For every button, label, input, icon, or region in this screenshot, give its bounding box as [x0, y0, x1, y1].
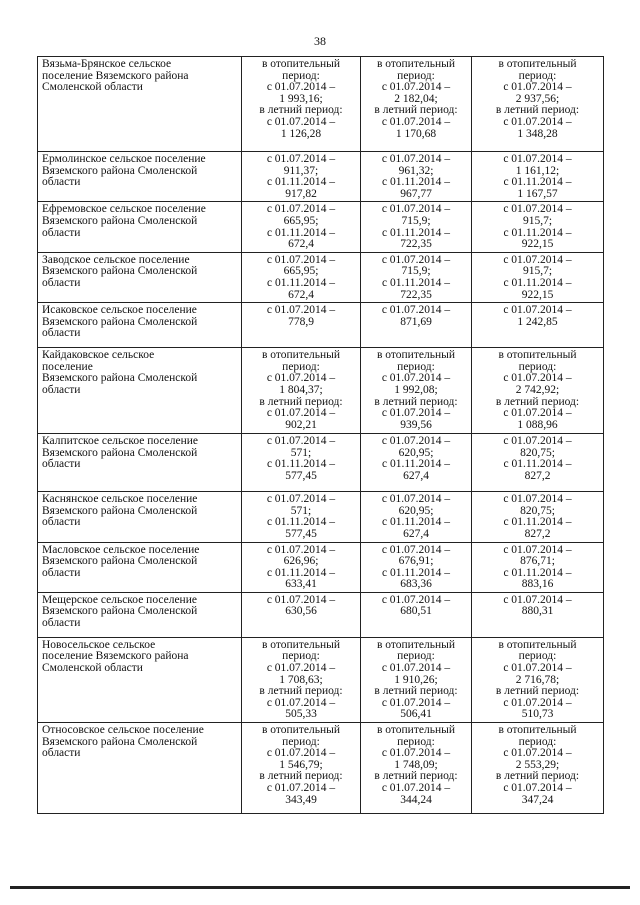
tariff-line: в отопительный — [262, 724, 340, 737]
settlement-name-line: Вяземского района Смоленской — [42, 265, 198, 278]
tariff-line: в отопительный — [377, 638, 455, 651]
tariff-line: 1 910,26; — [394, 673, 438, 686]
tariff-line: 627,4 — [403, 469, 429, 482]
tariff-line: с 01.07.2014 – — [266, 593, 336, 606]
tariff-line: 902,21 — [285, 418, 317, 431]
tariff-cell — [242, 492, 361, 542]
tariff-line: 876,71; — [520, 555, 555, 568]
tariff-line: в отопительный — [498, 638, 577, 651]
settlement-name-line: Вяземского района Смоленской — [42, 555, 198, 568]
tariff-line: период: — [397, 735, 435, 748]
tariff-line: 577,45 — [285, 469, 317, 482]
tariff-cell — [242, 434, 361, 492]
settlement-name-cell — [38, 542, 242, 592]
tariff-line: 722,35 — [400, 238, 432, 251]
table-row — [38, 637, 604, 722]
tariff-line: с 01.07.2014 – — [381, 304, 451, 317]
tariff-line: 1 546,79; — [279, 758, 323, 771]
tariff-line: с 01.11.2014 – — [382, 226, 450, 239]
tariff-line: 722,35 — [400, 288, 432, 301]
tariff-cell — [472, 303, 604, 348]
tariff-line: с 01.07.2014 – — [381, 153, 451, 165]
tariff-line: 627,4 — [403, 527, 429, 540]
tariff-line: с 01.07.2014 – — [266, 203, 336, 216]
tariff-cell — [472, 202, 604, 252]
settlement-name-cell — [38, 492, 242, 542]
tariff-line: 1 992,08; — [394, 383, 438, 396]
settlement-name-cell — [38, 637, 242, 722]
tariff-line: с 01.07.2014 – — [503, 747, 572, 760]
tariff-line: 1 708,63; — [279, 673, 323, 686]
tariff-line: 665,95; — [283, 214, 319, 227]
tariff-line: с 01.11.2014 – — [267, 566, 335, 579]
tariff-line: с 01.11.2014 – — [267, 458, 335, 471]
table-row — [38, 434, 604, 492]
settlement-name-line: Вяземского района Смоленской — [42, 504, 198, 517]
settlement-name-line: Вяземского района Смоленской — [42, 605, 198, 618]
tariff-cell — [242, 152, 361, 202]
settlement-name-cell — [38, 723, 242, 814]
table-row — [38, 592, 604, 637]
tariff-cell — [472, 252, 604, 302]
tariff-line: период: — [397, 650, 435, 663]
tariff-line: с 01.07.2014 – — [503, 782, 572, 794]
tariff-line: 2 553,29; — [515, 758, 560, 771]
tariff-line: с 01.07.2014 – — [381, 593, 451, 606]
tariff-line: с 01.07.2014 – — [503, 662, 572, 675]
tariff-line: 577,45 — [285, 527, 317, 540]
tariff-line: с 01.07.2014 – — [503, 304, 572, 317]
tariff-line: 827,2 — [524, 469, 551, 482]
tariff-line: с 01.07.2014 – — [381, 493, 451, 506]
tariff-line: с 01.07.2014 – — [503, 407, 572, 420]
tariff-cell — [361, 723, 472, 814]
tariff-line: 571; — [290, 446, 312, 459]
tariff-line: 922,15 — [521, 238, 554, 251]
tariff-line: 1 161,12; — [515, 164, 560, 177]
tariff-line: с 01.07.2014 – — [503, 81, 572, 94]
tariff-line: в отопительный — [498, 58, 577, 70]
settlement-name-cell — [38, 592, 242, 637]
tariff-line: с 01.07.2014 – — [381, 662, 451, 675]
tariff-cell — [361, 434, 472, 492]
tariff-line: период: — [518, 360, 557, 373]
tariff-line: с 01.07.2014 – — [503, 203, 572, 216]
tariff-cell — [242, 592, 361, 637]
tariff-line: 1 167,57 — [517, 187, 558, 200]
tariff-line: с 01.07.2014 – — [381, 435, 451, 448]
tariff-line: период: — [518, 69, 557, 82]
tariff-cell — [242, 348, 361, 434]
tariff-line: с 01.11.2014 – — [267, 226, 335, 239]
page-number: 38 — [314, 34, 326, 48]
tariff-line: с 01.07.2014 – — [266, 372, 336, 385]
tariff-line: с 01.07.2014 – — [381, 203, 451, 216]
tariff-line: период: — [518, 650, 557, 663]
tariff-line: 344,24 — [400, 793, 432, 806]
tariff-line: 820,75; — [520, 446, 555, 459]
settlement-name-line: Ефремовское сельское поселение — [42, 203, 206, 216]
tariff-line: в летний период: — [259, 685, 343, 698]
tariff-line: 1 242,85 — [517, 315, 558, 328]
settlement-name-line: области — [42, 276, 81, 289]
tariff-line: с 01.11.2014 – — [267, 276, 335, 289]
tariff-line: с 01.11.2014 – — [382, 176, 450, 189]
table-row — [38, 252, 604, 302]
tariff-cell — [472, 152, 604, 202]
tariff-line: с 01.07.2014 – — [503, 493, 572, 506]
tariff-line: в летний период: — [495, 395, 580, 408]
tariff-cell — [361, 152, 472, 202]
tariff-line: с 01.07.2014 – — [266, 81, 336, 94]
tariff-line: в летний период: — [495, 685, 580, 698]
tariff-line: в отопительный — [377, 724, 455, 737]
settlement-name-line: Смоленской области — [42, 81, 143, 94]
tariff-line: 939,56 — [400, 418, 432, 431]
tariff-cell — [361, 348, 472, 434]
tariff-line: с 01.07.2014 – — [381, 543, 451, 556]
settlement-name-cell — [38, 252, 242, 302]
tariff-line: в летний период: — [259, 395, 343, 408]
tariff-line: в отопительный — [377, 58, 455, 70]
settlement-name-line: области — [42, 617, 81, 630]
tariff-line: 672,4 — [288, 288, 314, 301]
tariff-line: 778,9 — [288, 315, 314, 328]
settlement-name-cell — [38, 57, 242, 152]
settlement-name-line: области — [42, 176, 81, 189]
tariff-line: с 01.11.2014 – — [503, 566, 572, 579]
tariff-line: 633,41 — [285, 578, 317, 591]
settlement-name-line: области — [42, 516, 81, 529]
tariff-cell — [242, 57, 361, 152]
tariff-line: с 01.07.2014 – — [503, 372, 572, 385]
tariff-line: 672,4 — [288, 238, 314, 251]
tariff-cell — [472, 492, 604, 542]
settlement-name-cell — [38, 202, 242, 252]
tariff-line: с 01.07.2014 – — [266, 115, 336, 128]
tariff-line: 1 993,16; — [279, 92, 323, 105]
tariff-cell — [472, 542, 604, 592]
tariff-table — [37, 56, 604, 814]
tariff-line: 1 088,96 — [517, 418, 558, 431]
table-body — [38, 57, 604, 814]
tariff-cell — [472, 637, 604, 722]
tariff-line: 1 348,28 — [517, 127, 558, 140]
table-row — [38, 57, 604, 152]
tariff-line: период: — [282, 69, 320, 82]
tariff-line: 347,24 — [521, 793, 554, 806]
tariff-line: период: — [282, 360, 320, 373]
tariff-line: с 01.11.2014 – — [382, 516, 450, 529]
tariff-line: 505,33 — [285, 708, 317, 721]
tariff-line: с 01.07.2014 – — [266, 435, 336, 448]
tariff-line: с 01.11.2014 – — [382, 276, 450, 289]
table-row — [38, 202, 604, 252]
tariff-cell — [472, 348, 604, 434]
tariff-line: 2 182,04; — [394, 92, 438, 105]
tariff-line: 680,51 — [400, 605, 432, 618]
tariff-line: с 01.07.2014 – — [503, 253, 572, 266]
tariff-cell — [361, 57, 472, 152]
settlement-name-cell — [38, 348, 242, 434]
table-row — [38, 303, 604, 348]
settlement-name-line: Вяземского района Смоленской — [42, 315, 198, 328]
settlement-name-line: области — [42, 566, 81, 579]
tariff-line: 871,69 — [400, 315, 432, 328]
settlement-name-line: области — [42, 226, 81, 239]
tariff-line: с 01.07.2014 – — [503, 696, 572, 709]
tariff-cell — [361, 252, 472, 302]
settlement-name-line: Заводское сельское поселение — [42, 253, 190, 266]
tariff-line: в летний период: — [374, 104, 458, 117]
tariff-line: с 01.07.2014 – — [381, 372, 451, 385]
tariff-line: 1 748,09; — [394, 758, 438, 771]
bottom-rule — [10, 886, 630, 889]
tariff-line: 2 716,78; — [515, 673, 560, 686]
table-row — [38, 723, 604, 814]
table-row — [38, 348, 604, 434]
settlement-name-line: Относовское сельское поселение — [42, 724, 204, 737]
tariff-cell — [361, 542, 472, 592]
settlement-name-line: области — [42, 747, 81, 760]
tariff-line: 1 126,28 — [280, 127, 322, 140]
tariff-cell — [242, 202, 361, 252]
settlement-name-line: Ермолинское сельское поселение — [42, 153, 206, 165]
settlement-name-line: Вяземского района Смоленской — [42, 446, 198, 459]
settlement-name-cell — [38, 434, 242, 492]
settlement-name-line: Масловское сельское поселение — [42, 543, 200, 556]
tariff-cell — [242, 303, 361, 348]
tariff-line: 620,95; — [398, 446, 434, 459]
tariff-cell — [242, 542, 361, 592]
tariff-line: 343,49 — [285, 793, 317, 806]
tariff-line: с 01.07.2014 – — [381, 747, 451, 760]
tariff-line: с 01.07.2014 – — [381, 407, 451, 420]
tariff-line: с 01.11.2014 – — [503, 276, 572, 289]
tariff-line: 967,77 — [400, 187, 432, 200]
tariff-line: в отопительный — [498, 349, 577, 362]
table-row — [38, 542, 604, 592]
tariff-line: с 01.07.2014 – — [503, 543, 572, 556]
tariff-line: с 01.11.2014 – — [503, 176, 572, 189]
tariff-line: 2 937,56; — [515, 92, 560, 105]
tariff-line: с 01.07.2014 – — [266, 747, 336, 760]
tariff-line: 915,7; — [522, 265, 553, 278]
tariff-line: в летний период: — [259, 770, 343, 783]
tariff-line: с 01.07.2014 – — [266, 696, 336, 709]
tariff-line: с 01.07.2014 – — [266, 304, 336, 317]
tariff-line: период: — [397, 69, 435, 82]
settlement-name-line: Вяземского района Смоленской — [42, 214, 198, 227]
tariff-cell — [361, 492, 472, 542]
tariff-line: 626,96; — [283, 555, 319, 568]
settlement-name-line: Вяземского района Смоленской — [42, 164, 198, 177]
tariff-line: в летний период: — [495, 104, 580, 117]
tariff-line: в отопительный — [498, 724, 577, 737]
settlement-name-line: поселение — [42, 360, 93, 373]
tariff-line: 2 742,92; — [515, 383, 560, 396]
settlement-name-line: Каснянское сельское поселение — [42, 493, 198, 506]
settlement-name-line: поселение Вяземского района — [42, 650, 189, 663]
settlement-name-line: области — [42, 458, 81, 471]
tariff-line: в летний период: — [259, 104, 343, 117]
tariff-line: с 01.11.2014 – — [503, 458, 572, 471]
tariff-line: 665,95; — [283, 265, 319, 278]
tariff-cell — [472, 434, 604, 492]
settlement-name-line: области — [42, 383, 81, 396]
tariff-line: в летний период: — [374, 395, 458, 408]
tariff-line: с 01.07.2014 – — [381, 782, 451, 794]
settlement-name-line: Мещерское сельское поселение — [42, 593, 197, 606]
tariff-line: с 01.07.2014 – — [503, 593, 572, 606]
tariff-line: с 01.11.2014 – — [382, 566, 450, 579]
tariff-line: с 01.07.2014 – — [266, 153, 336, 165]
settlement-name-line: области — [42, 327, 81, 340]
tariff-line: период: — [518, 735, 557, 748]
tariff-line: 883,16 — [521, 578, 554, 591]
tariff-line: с 01.07.2014 – — [503, 153, 572, 165]
tariff-line: 620,95; — [398, 504, 434, 517]
tariff-line: 922,15 — [521, 288, 554, 301]
tariff-cell — [242, 252, 361, 302]
tariff-line: в отопительный — [262, 58, 340, 70]
tariff-line: 827,2 — [524, 527, 551, 540]
tariff-line: 820,75; — [520, 504, 555, 517]
settlement-name-line: Вяземского района Смоленской — [42, 735, 198, 748]
table-row — [38, 492, 604, 542]
tariff-line: с 01.07.2014 – — [381, 81, 451, 94]
tariff-line: с 01.11.2014 – — [382, 458, 450, 471]
settlement-name-line: Калпитское сельское поселение — [42, 435, 199, 448]
tariff-line: с 01.07.2014 – — [266, 543, 336, 556]
tariff-line: 715,9; — [401, 265, 431, 278]
tariff-line: в летний период: — [374, 685, 458, 698]
tariff-cell — [361, 202, 472, 252]
tariff-line: 911,37; — [283, 164, 319, 177]
tariff-line: 506,41 — [400, 708, 432, 721]
tariff-line: с 01.07.2014 – — [381, 115, 451, 128]
tariff-cell — [242, 723, 361, 814]
settlement-name-cell — [38, 152, 242, 202]
settlement-name-line: Вязьма-Брянское сельское — [42, 58, 172, 70]
tariff-line: с 01.07.2014 – — [503, 435, 572, 448]
tariff-line: период: — [397, 360, 435, 373]
tariff-cell — [472, 592, 604, 637]
tariff-line: 880,31 — [521, 605, 554, 618]
tariff-line: 917,82 — [285, 187, 317, 200]
settlement-name-line: Исаковское сельское поселение — [42, 304, 197, 317]
tariff-line: с 01.07.2014 – — [266, 253, 336, 266]
tariff-cell — [361, 637, 472, 722]
tariff-line: период: — [282, 735, 320, 748]
tariff-line: 915,7; — [522, 214, 553, 227]
tariff-line: 715,9; — [401, 214, 431, 227]
tariff-line: период: — [282, 650, 320, 663]
tariff-line: 683,36 — [400, 578, 432, 591]
settlement-name-line: Кайдаковское сельское — [42, 349, 155, 362]
settlement-name-line: Вяземского района Смоленской — [42, 372, 198, 385]
tariff-line: в отопительный — [377, 349, 455, 362]
tariff-cell — [361, 303, 472, 348]
tariff-line: 961,32; — [398, 164, 434, 177]
tariff-line: с 01.07.2014 – — [266, 782, 336, 794]
tariff-line: с 01.07.2014 – — [381, 696, 451, 709]
tariff-line: в отопительный — [262, 638, 340, 651]
tariff-line: 676,91; — [398, 555, 434, 568]
tariff-line: с 01.11.2014 – — [503, 516, 572, 529]
tariff-line: с 01.11.2014 – — [267, 176, 335, 189]
tariff-line: 571; — [290, 504, 312, 517]
tariff-line: 630,56 — [285, 605, 317, 618]
settlement-name-line: Смоленской области — [42, 662, 143, 675]
tariff-line: 510,73 — [521, 708, 554, 721]
tariff-line: с 01.07.2014 – — [266, 662, 336, 675]
tariff-cell — [472, 723, 604, 814]
tariff-cell — [472, 57, 604, 152]
settlement-name-cell — [38, 303, 242, 348]
tariff-cell — [361, 592, 472, 637]
tariff-line: в летний период: — [374, 770, 458, 783]
tariff-line: с 01.07.2014 – — [503, 115, 572, 128]
tariff-line: в летний период: — [495, 770, 580, 783]
tariff-line: с 01.11.2014 – — [267, 516, 335, 529]
tariff-cell — [242, 637, 361, 722]
tariff-line: с 01.07.2014 – — [266, 407, 336, 420]
settlement-name-line: поселение Вяземского района — [42, 69, 189, 82]
tariff-line: 1 170,68 — [395, 127, 437, 140]
table-row — [38, 152, 604, 202]
tariff-line: 1 804,37; — [279, 383, 323, 396]
tariff-line: в отопительный — [262, 349, 340, 362]
settlement-name-line: Новосельское сельское — [42, 638, 156, 651]
tariff-line: с 01.11.2014 – — [503, 226, 572, 239]
tariff-line: с 01.07.2014 – — [266, 493, 336, 506]
tariff-line: с 01.07.2014 – — [381, 253, 451, 266]
